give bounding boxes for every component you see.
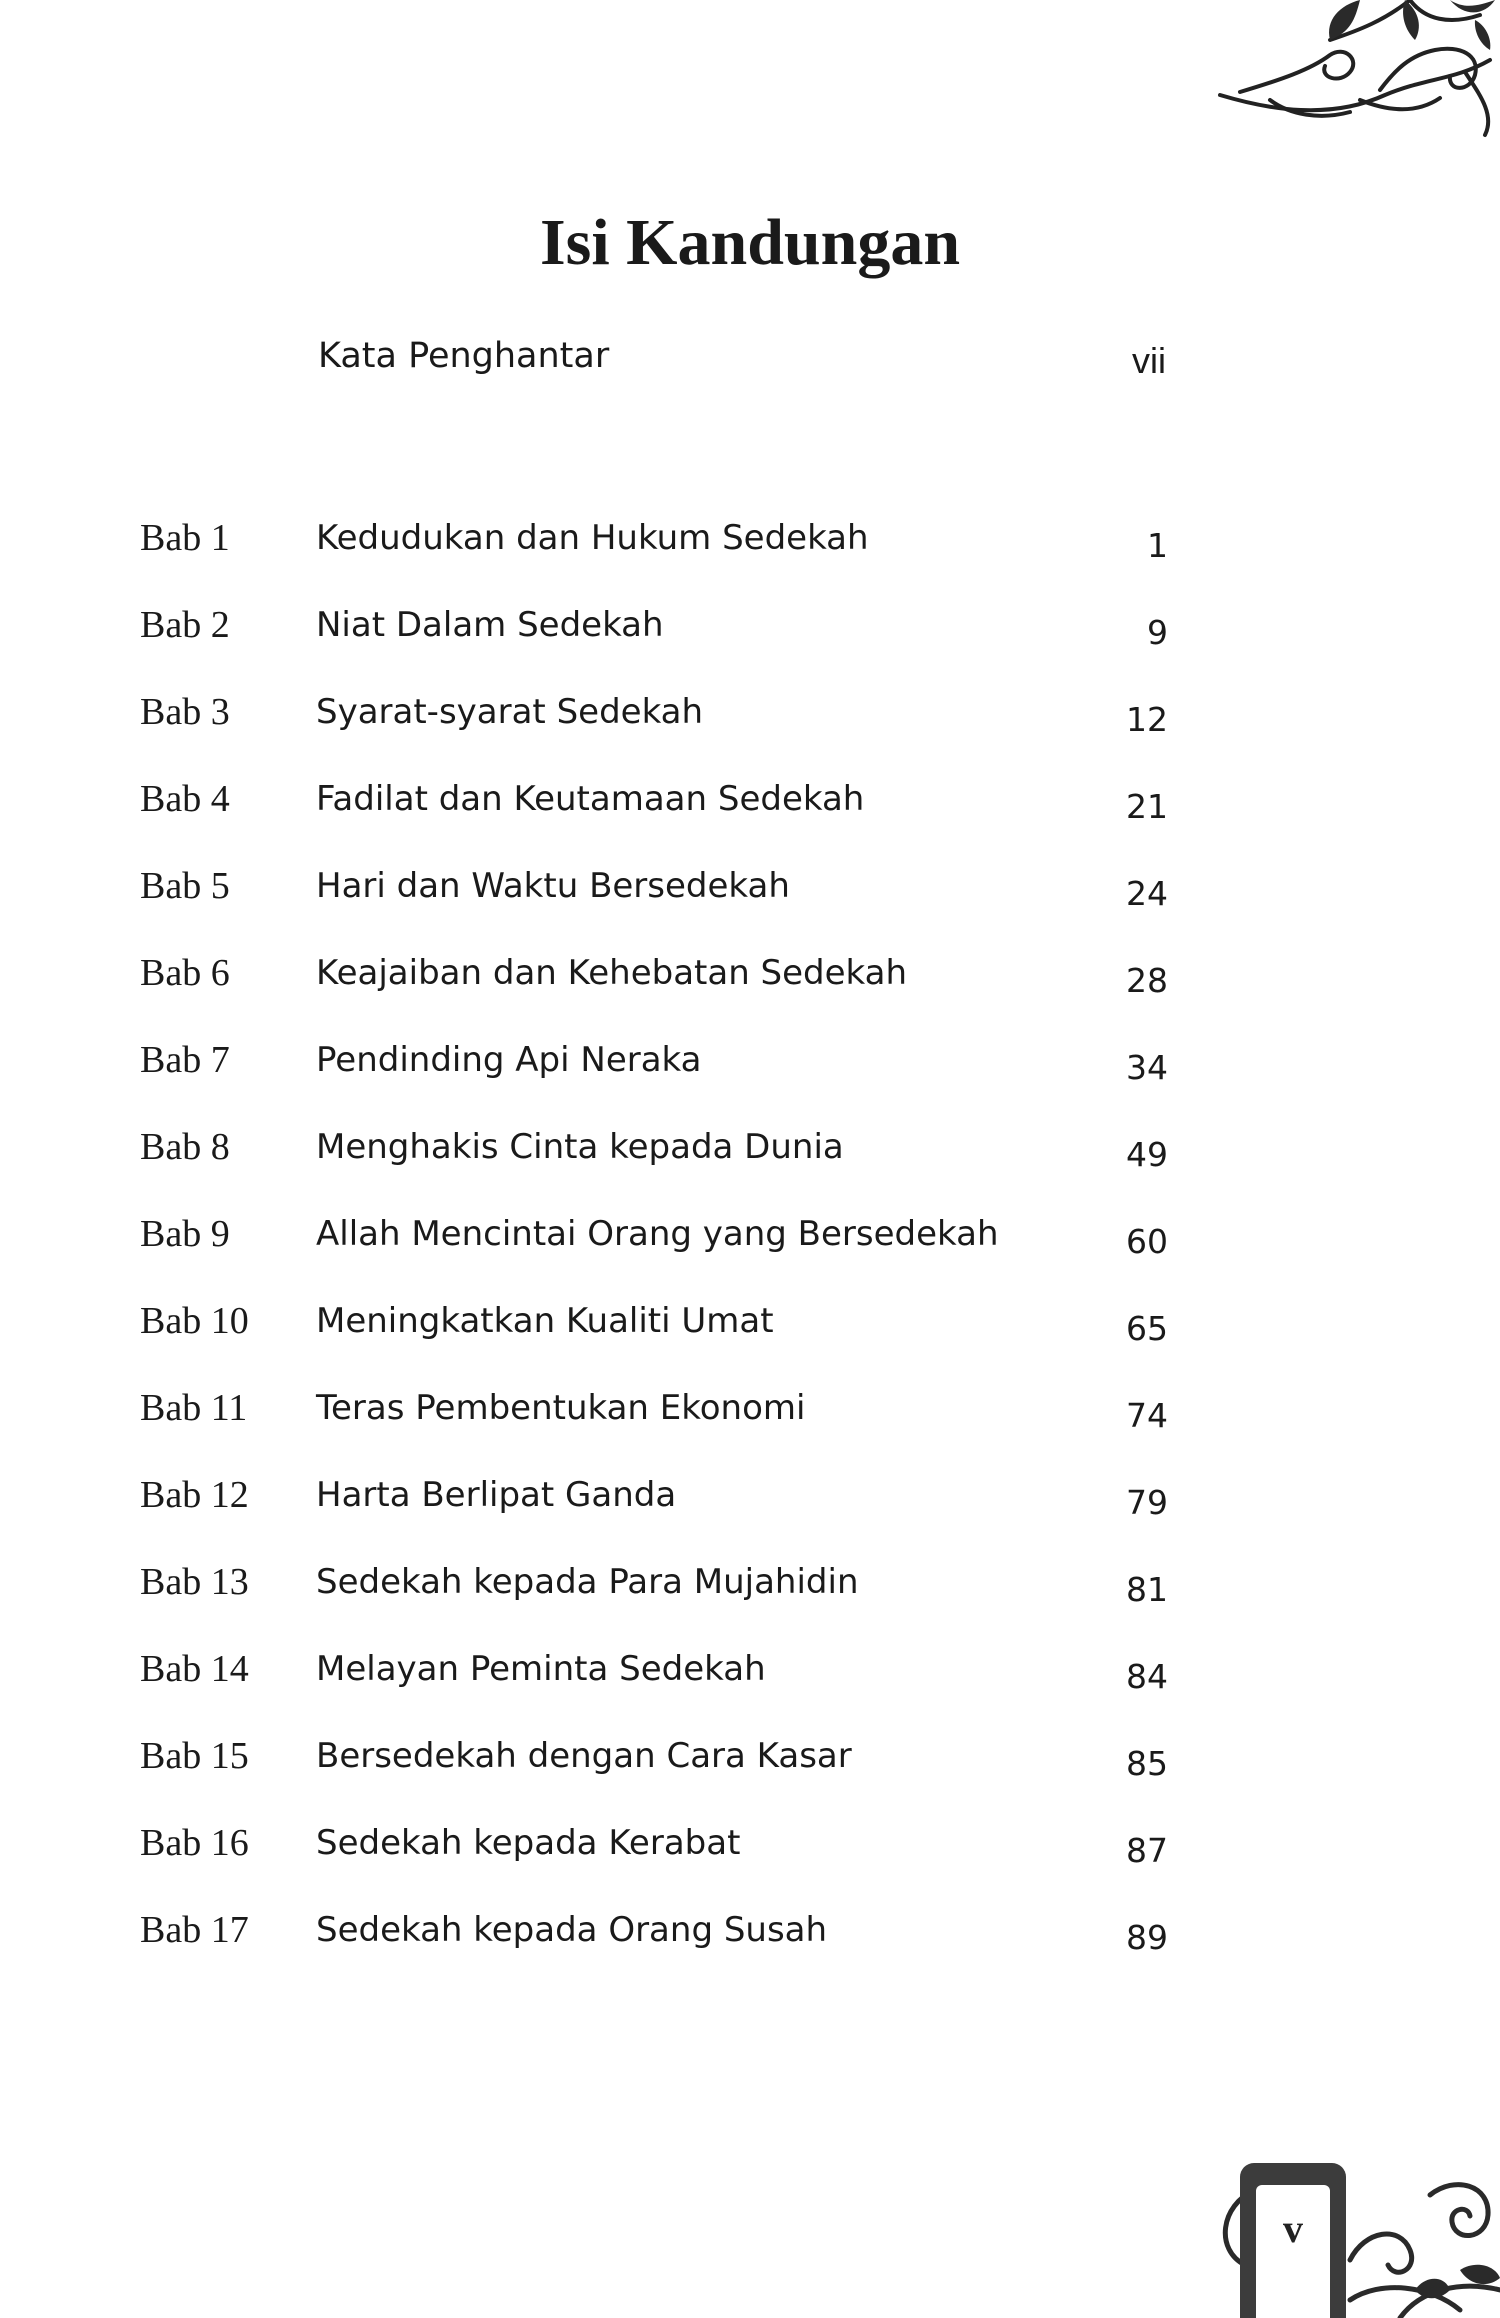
toc-entry bbox=[0, 864, 1500, 924]
chapter-label: Bab 2 bbox=[140, 604, 230, 646]
toc-entry bbox=[0, 1908, 1500, 1968]
chapter-label: Bab 12 bbox=[140, 1474, 249, 1516]
page-title: Isi Kandungan bbox=[539, 206, 961, 279]
chapter-title: Hari dan Waktu Bersedekah bbox=[316, 866, 790, 906]
chapter-page: 79 bbox=[1126, 1483, 1168, 1522]
chapter-title: Fadilat dan Keutamaan Sedekah bbox=[316, 779, 865, 819]
chapter-label: Bab 10 bbox=[140, 1300, 249, 1342]
chapter-title: Pendinding Api Neraka bbox=[316, 1040, 702, 1080]
chapter-label: Bab 16 bbox=[140, 1822, 249, 1864]
toc-entry bbox=[0, 1038, 1500, 1098]
chapter-title: Harta Berlipat Ganda bbox=[316, 1475, 677, 1515]
chapter-title: Niat Dalam Sedekah bbox=[316, 605, 664, 645]
chapter-label: Bab 5 bbox=[140, 865, 230, 907]
chapter-label: Bab 4 bbox=[140, 778, 230, 820]
chapter-label: Bab 17 bbox=[140, 1909, 249, 1951]
chapter-page: 84 bbox=[1126, 1657, 1168, 1696]
chapter-label: Bab 11 bbox=[140, 1387, 248, 1429]
chapter-label: Bab 6 bbox=[140, 952, 230, 994]
chapter-title: Teras Pembentukan Ekonomi bbox=[316, 1388, 806, 1428]
chapter-page: 1 bbox=[1147, 526, 1168, 565]
chapter-page: 12 bbox=[1126, 700, 1168, 739]
preface-title: Kata Penghantar bbox=[318, 336, 610, 376]
chapter-label: Bab 9 bbox=[140, 1213, 230, 1255]
toc-entry bbox=[0, 1386, 1500, 1446]
chapter-label: Bab 15 bbox=[140, 1735, 249, 1777]
chapter-page: 21 bbox=[1126, 787, 1168, 826]
chapter-page: 49 bbox=[1126, 1135, 1168, 1174]
chapter-page: 89 bbox=[1126, 1918, 1168, 1957]
chapter-page: 34 bbox=[1126, 1048, 1168, 1087]
chapter-page: 85 bbox=[1126, 1744, 1168, 1783]
toc-entry bbox=[0, 603, 1500, 663]
chapter-title: Menghakis Cinta kepada Dunia bbox=[316, 1127, 844, 1167]
page-number: v bbox=[1283, 2206, 1303, 2251]
chapter-label: Bab 8 bbox=[140, 1126, 230, 1168]
chapter-label: Bab 7 bbox=[140, 1039, 230, 1081]
chapter-page: 9 bbox=[1147, 613, 1168, 652]
chapter-page: 60 bbox=[1126, 1222, 1168, 1261]
toc-entry bbox=[0, 1212, 1500, 1272]
chapter-title: Keajaiban dan Kehebatan Sedekah bbox=[316, 953, 908, 993]
chapter-title: Sedekah kepada Para Mujahidin bbox=[316, 1562, 859, 1602]
chapter-title: Melayan Peminta Sedekah bbox=[316, 1649, 766, 1689]
chapter-title: Meningkatkan Kualiti Umat bbox=[316, 1301, 774, 1341]
chapter-page: 28 bbox=[1126, 961, 1168, 1000]
toc-entry bbox=[0, 1125, 1500, 1185]
toc-entry bbox=[0, 1473, 1500, 1533]
chapter-label: Bab 13 bbox=[140, 1561, 249, 1603]
chapter-label: Bab 3 bbox=[140, 691, 230, 733]
preface-page: vii bbox=[1132, 340, 1166, 381]
toc-entry bbox=[0, 777, 1500, 837]
chapter-title: Sedekah kepada Orang Susah bbox=[316, 1910, 828, 1950]
chapter-page: 24 bbox=[1126, 874, 1168, 913]
chapter-page: 65 bbox=[1126, 1309, 1168, 1348]
toc-entry bbox=[0, 1734, 1500, 1794]
toc-entry bbox=[0, 516, 1500, 576]
toc-entry bbox=[0, 951, 1500, 1011]
chapter-title: Bersedekah dengan Cara Kasar bbox=[316, 1736, 852, 1776]
page-number-tab bbox=[1240, 2163, 1346, 2318]
chapter-page: 81 bbox=[1126, 1570, 1168, 1609]
chapter-label: Bab 1 bbox=[140, 517, 230, 559]
chapter-title: Sedekah kepada Kerabat bbox=[316, 1823, 741, 1863]
chapter-title: Syarat-syarat Sedekah bbox=[316, 692, 704, 732]
chapter-title: Kedudukan dan Hukum Sedekah bbox=[316, 518, 869, 558]
chapter-page: 74 bbox=[1126, 1396, 1168, 1435]
toc-entry bbox=[0, 1299, 1500, 1359]
toc-entry bbox=[0, 690, 1500, 750]
chapter-title: Allah Mencintai Orang yang Bersedekah bbox=[316, 1214, 999, 1254]
toc-entry bbox=[0, 1821, 1500, 1881]
toc-entry bbox=[0, 1560, 1500, 1620]
chapter-label: Bab 14 bbox=[140, 1648, 249, 1690]
chapter-page: 87 bbox=[1126, 1831, 1168, 1870]
toc-entry bbox=[0, 1647, 1500, 1707]
